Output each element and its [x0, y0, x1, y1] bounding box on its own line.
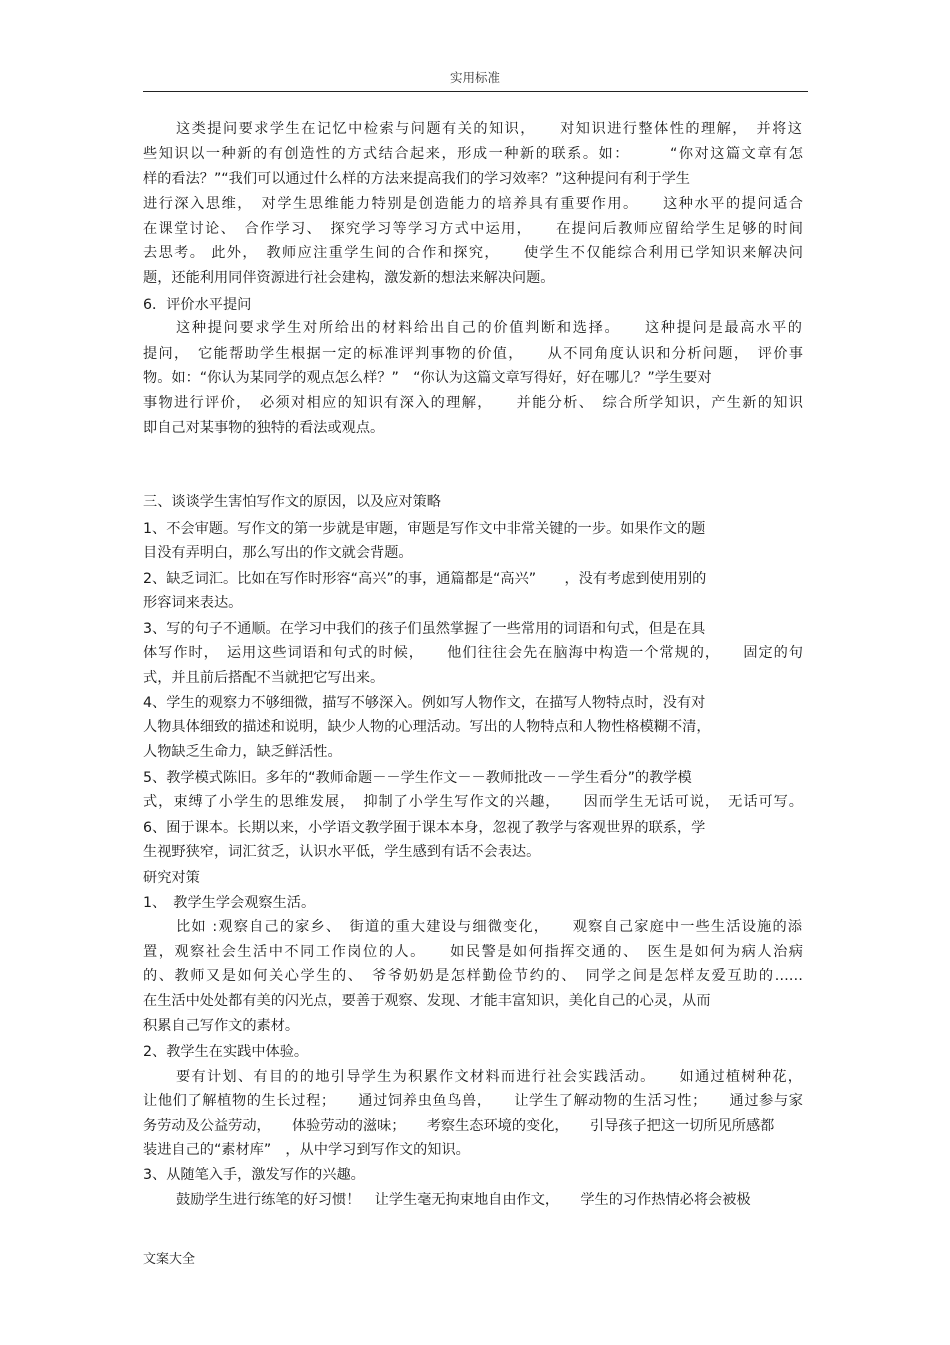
text-line: 事物进行评价， 必须对相应的知识有深入的理解， 并能分析、 综合所学知识，产生新的知识 — [143, 395, 803, 411]
text-line: 3、从随笔入手，激发写作的兴趣。 — [143, 1167, 365, 1183]
text-line: 进行深入思维， 对学生思维能力特别是创造能力的培养具有重要作用。 这种水平的提问适合 — [143, 196, 803, 212]
text-line: 3、写的句子不通顺。在学习中我们的孩子们虽然掌握了一些常用的词语和句式，但是在具 — [143, 621, 706, 637]
text-line: 鼓励学生进行练笔的好习惯！ 让学生毫无拘束地自由作文， 学生的习作热情必将会被极 — [176, 1192, 751, 1208]
text-line: 1、 教学生学会观察生活。 — [143, 895, 316, 911]
text-line: 装进自己的“素材库” ，从中学习到写作文的知识。 — [143, 1142, 470, 1158]
section-heading: 三、谈谈学生害怕写作文的原因，以及应对策略 — [143, 494, 441, 510]
section-heading: 研究对策 — [143, 870, 200, 886]
text-line: 2、教学生在实践中体验。 — [143, 1044, 309, 1060]
text-line: 样的看法？”“我们可以通过什么样的方法来提高我们的学习效率？”这种提问有利于学生 — [143, 171, 690, 187]
text-line: 在生活中处处都有美的闪光点，要善于观察、发现、才能丰富知识，美化自己的心灵，从而 — [143, 993, 711, 1009]
page-footer: 文案大全 — [143, 1252, 196, 1267]
text-line: 物。如：“你认为某同学的观点怎么样？” “你认为这篇文章写得好，好在哪儿？”学生要对 — [143, 370, 712, 386]
text-line: 式，束缚了小学生的思维发展， 抑制了小学生写作文的兴趣， 因而学生无话可说， 无话可写。 — [143, 794, 803, 810]
text-line: 这类提问要求学生在记忆中检索与问题有关的知识， 对知识进行整体性的理解， 并将这 — [176, 121, 802, 137]
text-line: 些知识以一种新的有创造性的方式结合起来，形成一种新的联系。如： “你对这篇文章有怎 — [143, 146, 803, 162]
text-line: 人物缺乏生命力，缺乏鲜活性。 — [143, 744, 342, 760]
text-line: 在课堂讨论、 合作学习、 探究学习等学习方式中运用， 在提问后教师应留给学生足够的时间 — [143, 221, 803, 237]
text-line: 比如 :观察自己的家乡、 街道的重大建设与细微变化， 观察自己家庭中一些生活设施的添 — [176, 919, 802, 935]
text-line: 2、缺乏词汇。比如在写作时形容“高兴”的事，通篇都是“高兴” ，没有考虑到使用别的 — [143, 571, 707, 587]
section-heading: 6．评价水平提问 — [143, 297, 252, 313]
text-line: 这种提问要求学生对所给出的材料给出自己的价值判断和选择。 这种提问是最高水平的 — [176, 320, 802, 336]
text-line: 人物具体细致的描述和说明，缺少人物的心理活动。写出的人物特点和人物性格模糊不清， — [143, 719, 711, 735]
text-line: 目没有弄明白，那么写出的作文就会背题。 — [143, 545, 413, 561]
text-line: 1、不会审题。写作文的第一步就是审题，审题是写作文中非常关键的一步。如果作文的题 — [143, 521, 706, 537]
text-line: 务劳动及公益劳动， 体验劳动的滋味； 考察生态环境的变化， 引导孩子把这一切所见所感都 — [143, 1118, 775, 1134]
text-line: 题，还能利用同伴资源进行社会建构，激发新的想法来解决问题。 — [143, 270, 555, 286]
text-line: 体写作时， 运用这些词语和句式的时候， 他们往往会先在脑海中构造一个常规的， 固定的句 — [143, 645, 803, 661]
text-line: 即自己对某事物的独特的看法或观点。 — [143, 420, 385, 436]
text-line: 去思考。 此外， 教师应注重学生间的合作和探究， 使学生不仅能综合利用已学知识来解决问 — [143, 245, 803, 261]
text-line: 的、教师又是如何关心学生的、 爷爷奶奶是怎样勤俭节约的、 同学之间是怎样友爱互助的…… — [143, 968, 803, 984]
text-line: 式，并且前后搭配不当就把它写出来。 — [143, 670, 385, 686]
text-line: 生视野狭窄，词汇贫乏，认识水平低，学生感到有话不会表达。 — [143, 844, 541, 860]
text-line: 要有计划、有目的的地引导学生为积累作文材料而进行社会实践活动。 如通过植树种花， — [176, 1069, 802, 1085]
text-line: 形容词来表达。 — [143, 595, 243, 611]
text-line: 置，观察社会生活中不同工作岗位的人。 如民警是如何指挥交通的、 医生是如何为病人治病 — [143, 944, 803, 960]
page-header: 实用标准 — [449, 70, 500, 85]
text-line: 6、囿于课本。长期以来，小学语文教学囿于课本本身，忽视了教学与客观世界的联系，学 — [143, 820, 706, 836]
text-line: 积累自己写作文的素材。 — [143, 1018, 300, 1034]
text-line: 5、教学模式陈旧。多年的“教师命题－－学生作文－－教师批改－－学生看分”的教学模 — [143, 770, 692, 786]
text-line: 让他们了解植物的生长过程； 通过饲养虫鱼鸟兽， 让学生了解动物的生活习性； 通过参与家 — [143, 1093, 803, 1109]
text-line: 4、学生的观察力不够细微，描写不够深入。例如写人物作文，在描写人物特点时，没有对 — [143, 695, 706, 711]
text-line: 提问， 它能帮助学生根据一定的标准评判事物的价值， 从不同角度认识和分析问题， 评价事 — [143, 346, 803, 362]
